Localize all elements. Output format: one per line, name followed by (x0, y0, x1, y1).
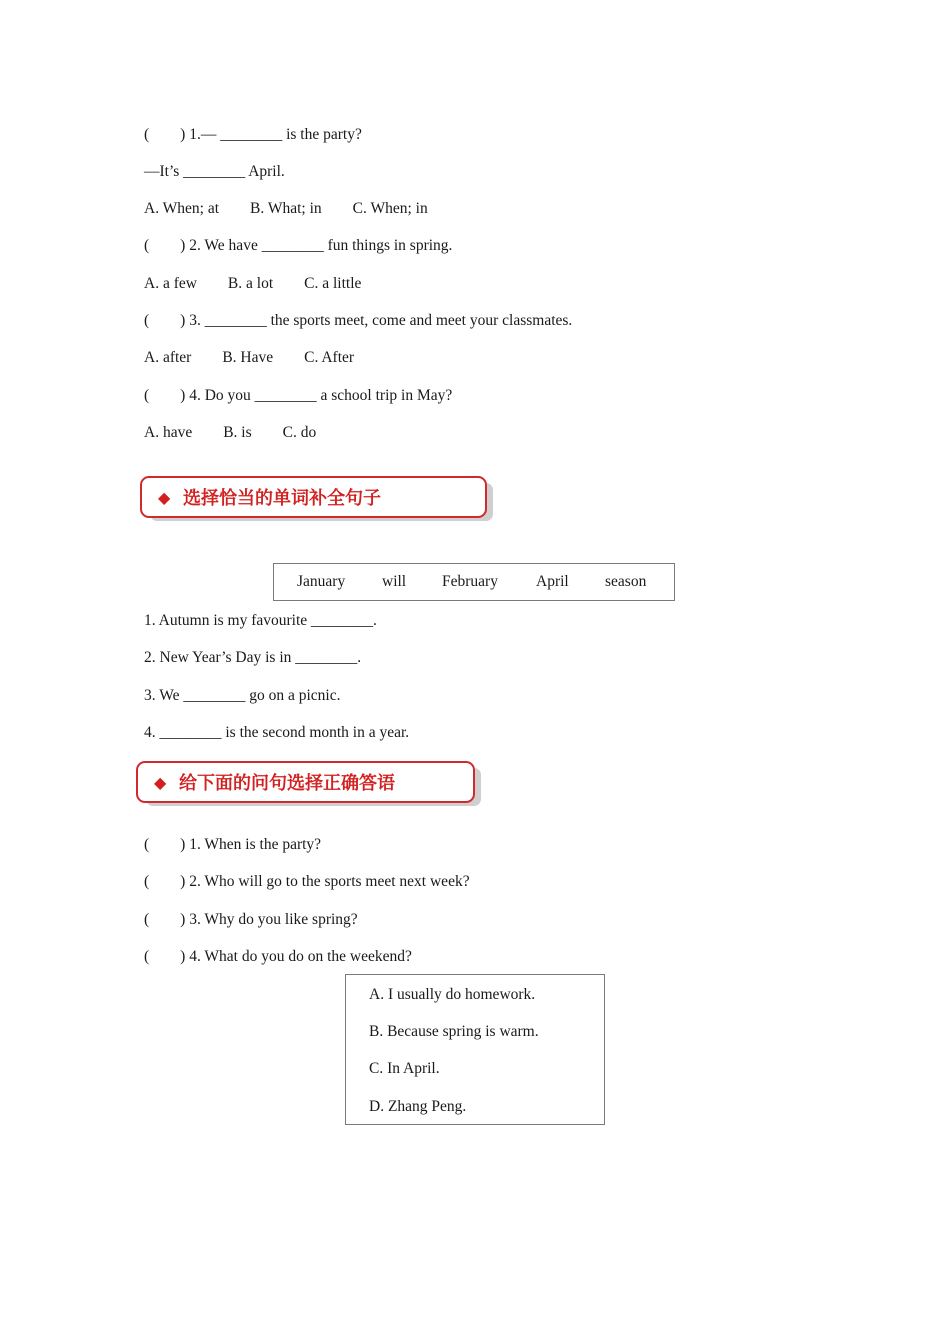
question-2-options: A. a few B. a lot C. a little (144, 275, 362, 292)
word-bank-item: April (536, 573, 569, 590)
answer-options-box (345, 974, 605, 1125)
match-question: ( ) 2. Who will go to the sports meet next week? (144, 873, 470, 890)
answer-option: C. In April. (369, 1060, 440, 1077)
answer-option: B. Because spring is warm. (369, 1023, 539, 1040)
answer-option: D. Zhang Peng. (369, 1098, 467, 1115)
question-3-options: A. after B. Have C. After (144, 349, 355, 366)
question-3-line: ( ) 3. ________ the sports meet, come and meet your classmates. (144, 312, 573, 329)
word-bank-item: February (442, 573, 498, 590)
fill-in-sentence: 3. We ________ go on a picnic. (144, 687, 341, 704)
fill-in-sentence: 1. Autumn is my favourite ________. (144, 612, 377, 629)
word-bank-item: season (605, 573, 647, 590)
section-3-title: 给下面的问句选择正确答语 (179, 773, 395, 794)
section-2-banner (140, 476, 487, 518)
word-bank-box (273, 563, 675, 601)
question-1-options: A. When; at B. What; in C. When; in (144, 200, 428, 217)
question-4-line: ( ) 4. Do you ________ a school trip in May? (144, 387, 453, 404)
answer-option: A. I usually do homework. (369, 986, 536, 1003)
question-1-line: ( ) 1.— ________ is the party? (144, 126, 362, 143)
word-bank-item: will (382, 573, 407, 590)
fill-in-sentence: 2. New Year’s Day is in ________. (144, 649, 362, 666)
question-2-line: ( ) 2. We have ________ fun things in spring. (144, 237, 453, 254)
word-bank-item: January (297, 573, 346, 590)
section-2-title: 选择恰当的单词补全句子 (183, 488, 381, 509)
diamond-bullet-icon: ◆ (158, 487, 171, 507)
question-1-reply-line: —It’s ________ April. (144, 163, 285, 180)
match-question: ( ) 3. Why do you like spring? (144, 911, 358, 928)
question-4-options: A. have B. is C. do (144, 424, 317, 441)
match-question: ( ) 1. When is the party? (144, 836, 322, 853)
section-3-banner (136, 761, 475, 803)
match-question: ( ) 4. What do you do on the weekend? (144, 948, 412, 965)
diamond-bullet-icon: ◆ (154, 772, 167, 792)
fill-in-sentence: 4. ________ is the second month in a year. (144, 724, 410, 741)
